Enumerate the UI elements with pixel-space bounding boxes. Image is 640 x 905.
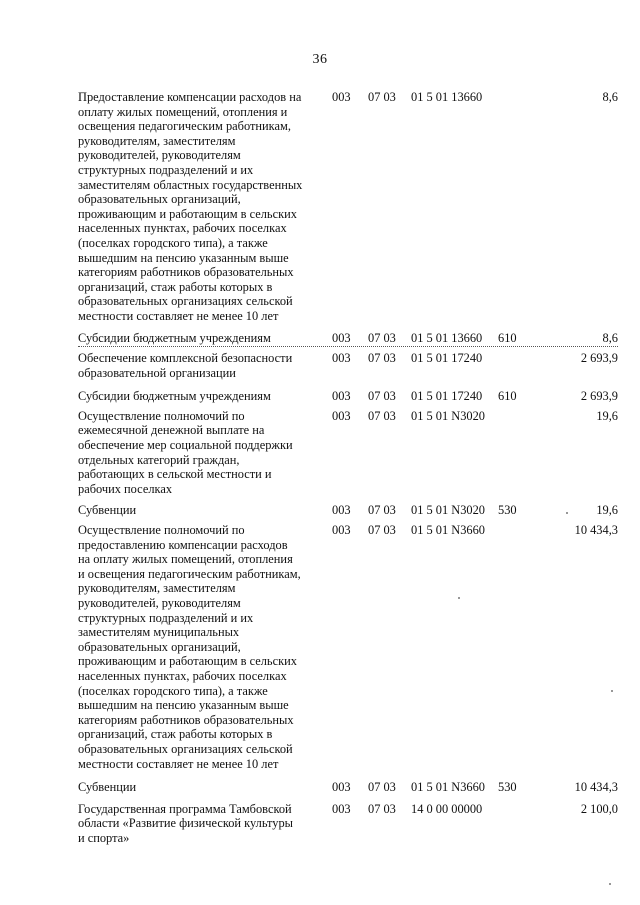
ministry-code: 003 bbox=[332, 90, 351, 104]
amount: 2 693,9 bbox=[580, 351, 618, 366]
table-row bbox=[78, 351, 618, 381]
row-description: Субвенции bbox=[78, 503, 137, 518]
ministry-code: 003 bbox=[332, 523, 351, 538]
scan-speck bbox=[609, 883, 611, 885]
row-description: Осуществление полномочий по ежемесячной денежной выплате на обеспечение мер социальной поддержки отдельных категорий граждан, работающих в сельской местности и рабочих поселках bbox=[78, 408, 293, 496]
ministry-code: 003 bbox=[332, 503, 351, 518]
table-row bbox=[78, 409, 618, 498]
section-code: 07 03 bbox=[368, 330, 396, 345]
table-row bbox=[78, 802, 618, 847]
amount: 8,6 bbox=[602, 90, 618, 104]
amount: 10 434,3 bbox=[574, 523, 618, 538]
ministry-code: 003 bbox=[332, 408, 351, 423]
amount: 10 434,3 bbox=[574, 780, 618, 795]
target-code: 01 5 01 17240 bbox=[411, 389, 483, 404]
section-code: 07 03 bbox=[368, 503, 396, 518]
table-row bbox=[78, 331, 618, 348]
target-code: 01 5 01 N3660 bbox=[411, 523, 485, 538]
target-code: 01 5 01 N3020 bbox=[411, 503, 485, 518]
section-code: 07 03 bbox=[368, 90, 396, 104]
section-code: 07 03 bbox=[368, 408, 396, 423]
amount: 19,6 bbox=[596, 408, 618, 423]
ministry-code: 003 bbox=[332, 780, 351, 795]
target-code: 01 5 01 N3660 bbox=[411, 780, 485, 795]
page-number: 36 bbox=[312, 52, 328, 67]
target-code: 14 0 00 00000 bbox=[411, 801, 483, 816]
expense-type-code: 530 bbox=[498, 503, 517, 518]
budget-table bbox=[78, 90, 618, 851]
expense-type-code: 610 bbox=[498, 330, 517, 345]
section-code: 07 03 bbox=[368, 780, 396, 795]
scan-speck bbox=[458, 597, 460, 599]
section-code: 07 03 bbox=[368, 523, 396, 538]
row-description: Субсидии бюджетным учреждениям bbox=[78, 389, 271, 404]
target-code: 01 5 01 13660 bbox=[411, 90, 483, 104]
target-code: 01 5 01 13660 bbox=[411, 330, 483, 345]
row-description: Государственная программа Тамбовской области «Развитие физической культуры и спорта» bbox=[78, 801, 293, 845]
table-row bbox=[78, 90, 618, 325]
table-row bbox=[78, 389, 618, 405]
section-code: 07 03 bbox=[368, 389, 396, 404]
ministry-code: 003 bbox=[332, 801, 351, 816]
expense-type-code: 530 bbox=[498, 780, 517, 795]
row-description: Субсидии бюджетным учреждениям bbox=[78, 330, 271, 345]
ministry-code: 003 bbox=[332, 351, 351, 366]
amount: 2 100,0 bbox=[580, 801, 618, 816]
table-row bbox=[78, 503, 618, 519]
scan-speck bbox=[566, 512, 568, 514]
amount: 2 693,9 bbox=[580, 389, 618, 404]
row-description: Субвенции bbox=[78, 780, 137, 795]
ministry-code: 003 bbox=[332, 389, 351, 404]
target-code: 01 5 01 N3020 bbox=[411, 408, 485, 423]
section-code: 07 03 bbox=[368, 801, 396, 816]
table-row bbox=[78, 523, 618, 772]
section-code: 07 03 bbox=[368, 351, 396, 366]
row-description: Осуществление полномочий по предоставлению компенсации расходов на оплату жилых помещений, отопления и освещения педагогическим работникам, руководителям, заместителям руководителей, руководителям структурных подразделений и их заместителям муниципальных образовательных организаций, проживающим и работающим в сельских населенных пунктах, рабочих поселках (поселках городского типа), а также вышедшим на пенсию указанным выше категориям работников образовательных организаций, стаж работы которых в образовательных организациях сельской местности составляет не менее 10 лет bbox=[78, 523, 301, 771]
target-code: 01 5 01 17240 bbox=[411, 351, 483, 366]
row-description: Предоставление компенсации расходов на оплату жилых помещений, отопления и освещения педагогическим работникам, руководителям, заместителям руководителей, руководителям структурных подразделений и их заместителям областных государственных образовательных организаций, проживающим и работающим в сельских населенных пунктах, рабочих поселках (поселках городского типа), а также вышедшим на пенсию указанным выше категориям работников образовательных организаций, стаж работы которых в образовательных организациях сельской местности составляет не менее 10 лет bbox=[78, 90, 303, 323]
table-row bbox=[78, 780, 618, 796]
row-description: Обеспечение комплексной безопасности образовательной организации bbox=[78, 351, 293, 380]
scan-speck bbox=[611, 690, 613, 692]
amount: 8,6 bbox=[602, 330, 618, 345]
expense-type-code: 610 bbox=[498, 389, 517, 404]
amount: 19,6 bbox=[596, 503, 618, 518]
ministry-code: 003 bbox=[332, 330, 351, 345]
